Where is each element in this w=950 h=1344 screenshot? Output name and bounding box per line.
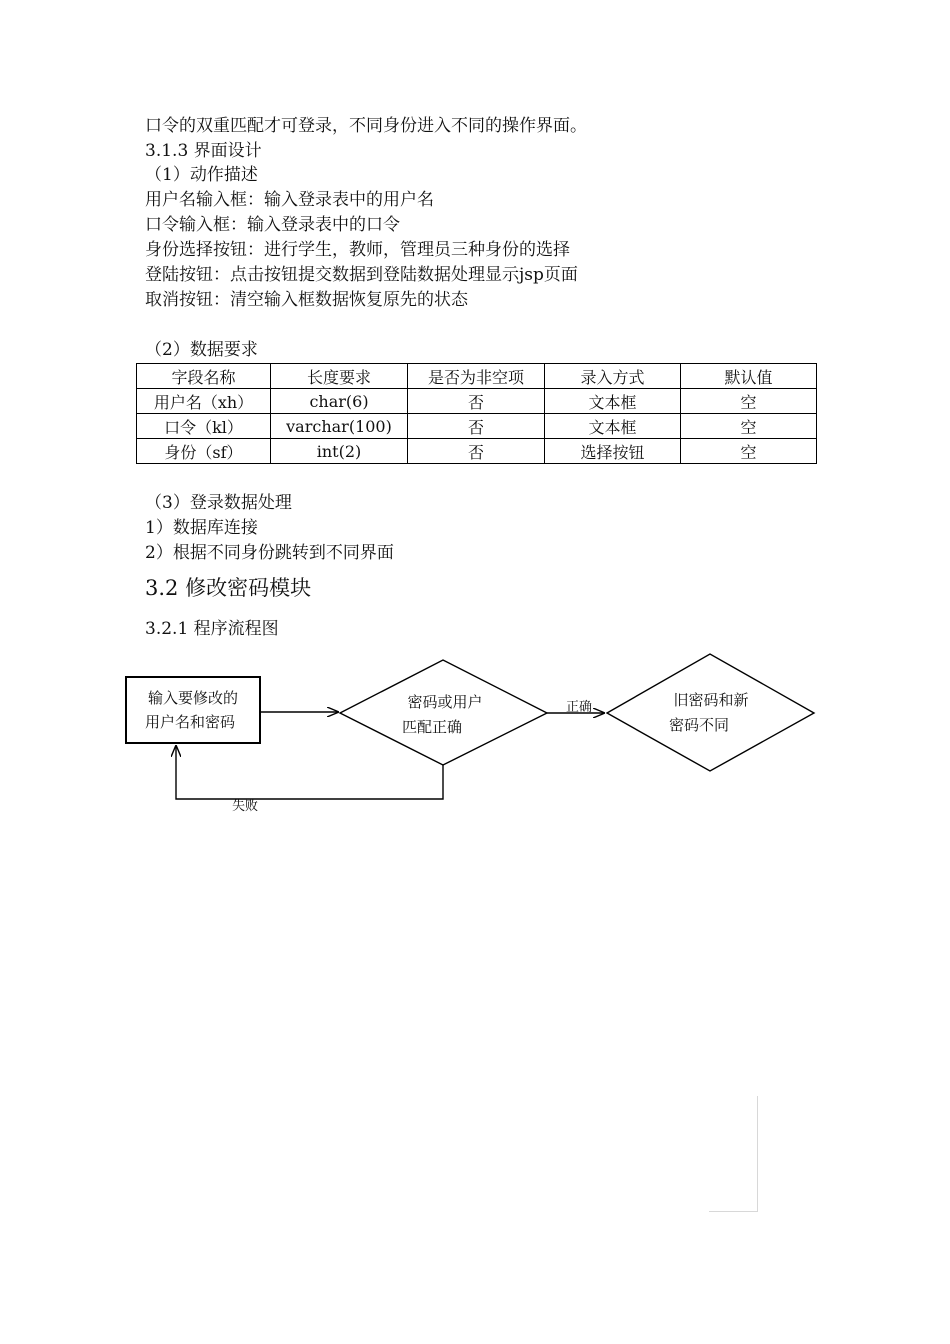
table-cell: char(6) bbox=[271, 389, 408, 414]
flow-decision-match bbox=[340, 660, 547, 765]
table-header-row bbox=[137, 364, 817, 389]
flow-input-box bbox=[126, 677, 260, 743]
paragraph-username-input: 用户名输入框：输入登录表中的用户名 bbox=[145, 190, 434, 210]
table-cell: 否 bbox=[408, 439, 545, 464]
flow-arrow-fail-loop bbox=[176, 746, 443, 799]
table-cell: 否 bbox=[408, 389, 545, 414]
page-corner-mark-horizontal bbox=[709, 1211, 758, 1212]
paragraph-role-redirect: 2）根据不同身份跳转到不同界面 bbox=[145, 543, 394, 563]
flow-label-ok: 正确 bbox=[566, 700, 593, 715]
paragraph-db-connect: 1）数据库连接 bbox=[145, 518, 258, 538]
table-cell: int(2) bbox=[271, 439, 408, 464]
table-cell: 否 bbox=[408, 414, 545, 439]
table-header: 字段名称 bbox=[137, 364, 271, 389]
table-row bbox=[137, 439, 817, 464]
table-cell: 空 bbox=[681, 439, 817, 464]
flow-decision-diff-text-1: 旧密码和新 bbox=[673, 691, 749, 709]
subsection-title: 3.2.1 程序流程图 bbox=[145, 619, 279, 639]
table-header: 默认值 bbox=[681, 364, 817, 389]
flow-decision-diff-text-2: 密码不同 bbox=[668, 716, 730, 734]
table-header: 长度要求 bbox=[271, 364, 408, 389]
flow-decision-match-text-1: 密码或用户 bbox=[407, 693, 483, 711]
flow-decision-diff bbox=[607, 654, 814, 771]
flow-input-text-1: 输入要修改的 bbox=[147, 689, 239, 707]
flow-decision-match-text-2: 匹配正确 bbox=[401, 718, 463, 736]
table-cell: 文本框 bbox=[545, 389, 681, 414]
table-cell: 选择按钮 bbox=[545, 439, 681, 464]
data-requirements-table bbox=[136, 363, 817, 464]
flow-input-text-2: 用户名和密码 bbox=[144, 713, 236, 731]
flowchart bbox=[0, 640, 950, 840]
table-header: 录入方式 bbox=[545, 364, 681, 389]
paragraph-login-button: 登陆按钮：点击按钮提交数据到登陆数据处理显示jsp页面 bbox=[145, 265, 578, 285]
table-cell: 空 bbox=[681, 414, 817, 439]
table-cell: 空 bbox=[681, 389, 817, 414]
table-row bbox=[137, 414, 817, 439]
subheading-data-req: （2）数据要求 bbox=[145, 340, 258, 360]
paragraph-role-button: 身份选择按钮：进行学生，教师，管理员三种身份的选择 bbox=[145, 240, 570, 260]
paragraph-cancel-button: 取消按钮：清空输入框数据恢复原先的状态 bbox=[145, 290, 468, 310]
paragraph-1: 口令的双重匹配才可登录，不同身份进入不同的操作界面。 bbox=[145, 116, 587, 136]
subheading-action: （1）动作描述 bbox=[145, 165, 258, 185]
heading-3-1-3: 3.1.3 界面设计 bbox=[145, 141, 262, 161]
paragraph-password-input: 口令输入框：输入登录表中的口令 bbox=[145, 215, 400, 235]
table-header: 是否为非空项 bbox=[408, 364, 545, 389]
section-title: 3.2 修改密码模块 bbox=[145, 576, 312, 600]
table-row bbox=[137, 389, 817, 414]
subheading-login-processing: （3）登录数据处理 bbox=[145, 493, 292, 513]
flow-label-fail: 失败 bbox=[232, 799, 259, 814]
table-cell: varchar(100) bbox=[271, 414, 408, 439]
table-cell: 文本框 bbox=[545, 414, 681, 439]
table-cell: 用户名（xh） bbox=[137, 389, 271, 414]
page-corner-mark-vertical bbox=[757, 1096, 758, 1212]
table-cell: 身份（sf） bbox=[137, 439, 271, 464]
table-cell: 口令（kl） bbox=[137, 414, 271, 439]
